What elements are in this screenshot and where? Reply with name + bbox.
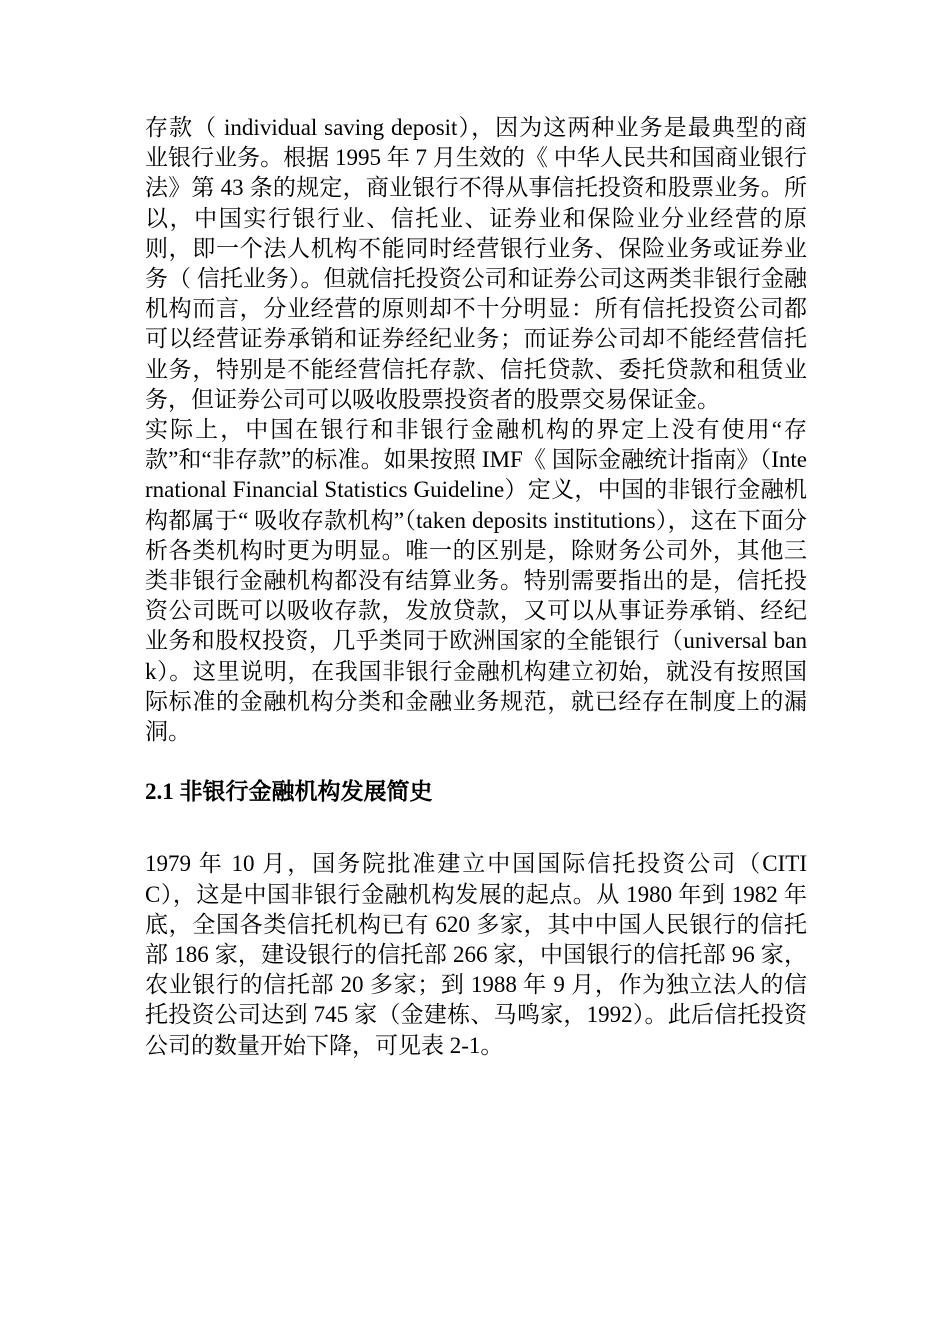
paragraph-history: 1979 年 10 月，国务院批准建立中国国际信托投资公司（CITIC），这是中国非银行金融机构发展的起点。从 1980 年到 1982 年底，全国各类信托机构已有 620 多家，其中中国人民银行的信托部 186 家，建设银行的信托部 266 家，中国银行的信托部 96 家，农业银行的信托部 20 多家；到 1988 年 9 月，作为独立法人的信托投资公司达到 745 家（金建栋、马鸣家，1992）。此后信托投资公司的数量开始下降，可见表 2-1。: [145, 851, 807, 1058]
document-page: [145, 113, 807, 1061]
paragraph-separate-operation: 存款（ individual saving deposit），因为这两种业务是最典型的商业银行业务。根据 1995 年 7 月生效的《 中华人民共和国商业银行法》第 43 条的规定，商业银行不得从事信托投资和股票业务。所以，中国实行银行业、信托业、证券业和保险业分业经营的原则，即一个法人机构不能同时经营银行业务、保险业务或证券业务（ 信托业务）。但就信托投资公司和证券公司这两类非银行金融机构而言，分业经营的原则却不十分明显：所有信托投资公司都可以经营证券承销和证券经纪业务；而证券公司却不能经营信托业务，特别是不能经营信托存款、信托贷款、委托贷款和租赁业务，但证券公司可以吸收股票投资者的股票交易保证金。: [145, 115, 807, 412]
paragraph-deposit-definition: 实际上，中国在银行和非银行金融机构的界定上没有使用“存款”和“非存款”的标准。如果按照 IMF《 国际金融统计指南》（International Financial Statistics Guideline）定义，中国的非银行金融机构都属于“ 吸收存款机构”（taken deposits institutions），这在下面分析各类机构时更为明显。唯一的区别是，除财务公司外，其他三类非银行金融机构都没有结算业务。特别需要指出的是，信托投资公司既可以吸收存款，发放贷款，又可以从事证券承销、经纪业务和股权投资，几乎类同于欧洲国家的全能银行（universal bank）。这里说明，在我国非银行金融机构建立初始，就没有按照国际标准的金融机构分类和金融业务规范，就已经存在制度上的漏洞。: [145, 417, 807, 745]
section-heading: 2.1 非银行金融机构发展简史: [145, 779, 433, 805]
